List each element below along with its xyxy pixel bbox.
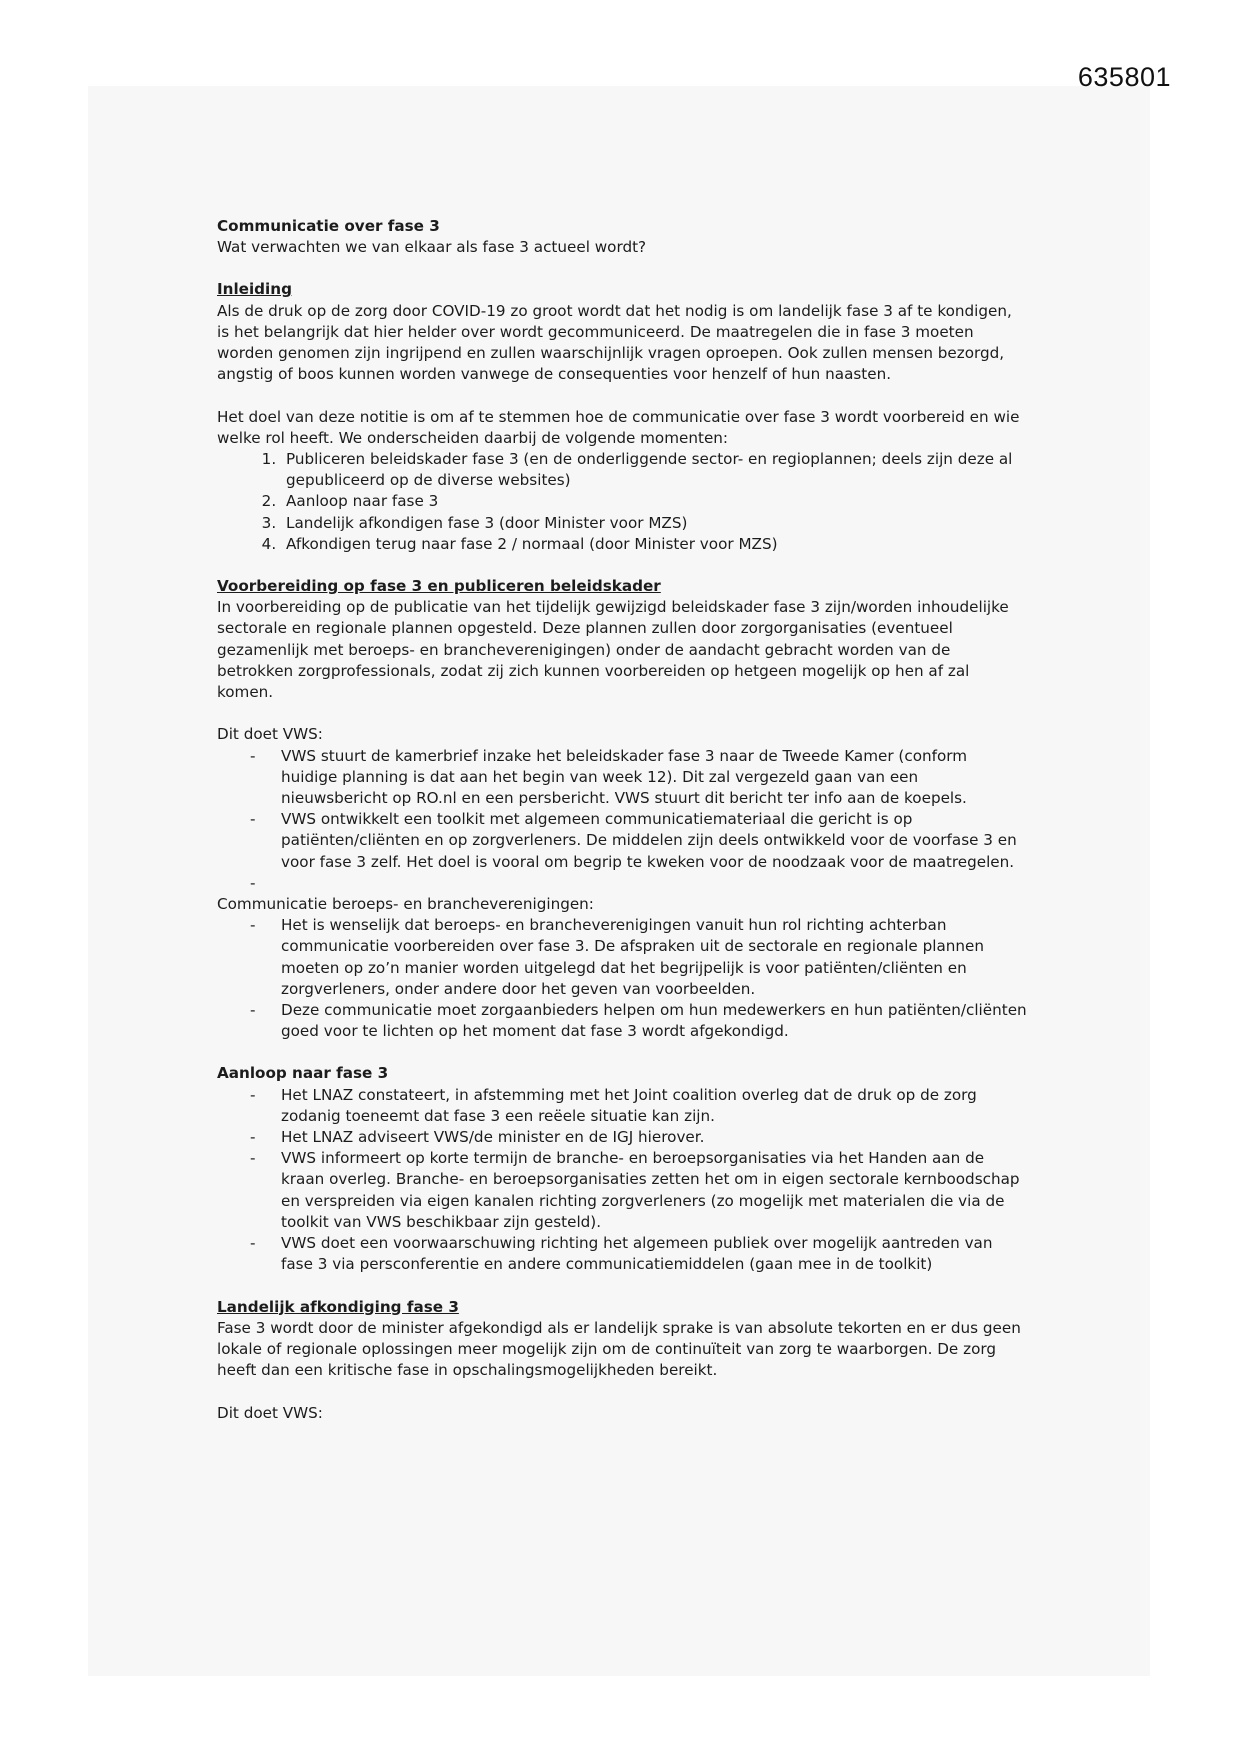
list-item: 1. Publiceren beleidskader fase 3 (en de onderliggende sector- en regioplannen; deels zijn deze al gepubliceerd op de diverse websites) (281, 449, 1027, 491)
document-subtitle: Wat verwachten we van elkaar als fase 3 actueel wordt? (217, 238, 647, 257)
branche-actions-list (217, 915, 1027, 1042)
preparation-paragraph: In voorbereiding op de publicatie van het tijdelijk gewijzigd beleidskader fase 3 zijn/worden inhoudelijke sectorale en regionale plannen opgesteld. Deze plannen zullen door zorgorganisaties (eventueel gezamenlijk met beroeps- en brancheverenigingen) onder de aandacht gebracht worden van de betrokken zorgprofessionals, zodat zij zich kunnen voorbereiden op hetgeen mogelijk op hen af zal komen. (217, 598, 1009, 702)
list-item: 3. Landelijk afkondigen fase 3 (door Minister voor MZS) (281, 513, 1027, 534)
heading-inleiding: Inleiding (217, 280, 292, 299)
heading-aanloop: Aanloop naar fase 3 (217, 1064, 389, 1083)
empty-list-item (217, 873, 1027, 894)
list-item: - VWS stuurt de kamerbrief inzake het beleidskader fase 3 naar de Tweede Kamer (conform huidige planning is dat aan het begin van week 12). Dit zal vergezeld gaan van een nieuwsbericht op RO.nl en een persbericht. VWS stuurt dit bericht ter info aan de koepels. (217, 746, 1027, 810)
branche-label: Communicatie beroeps- en brancheverenigingen: (217, 895, 594, 914)
heading-afkondiging: Landelijk afkondiging fase 3 (217, 1297, 459, 1316)
list-item: - VWS doet een voorwaarschuwing richting het algemeen publiek over mogelijk aantreden van fase 3 via persconferentie en andere communicatiemiddelen (gaan mee in de toolkit) (217, 1233, 1027, 1275)
list-item: 4. Afkondigen terug naar fase 2 / normaal (door Minister voor MZS) (281, 534, 1027, 555)
list-item: - Het is wenselijk dat beroeps- en brancheverenigingen vanuit hun rol richting achterban communicatie voorbereiden over fase 3. De afspraken uit de sectorale en regionale plannen moeten op zo’n manier worden uitgelegd dat het begrijpelijk is voor patiënten/cliënten en zorgverleners, onder andere door het geven van voorbeelden. (217, 915, 1027, 1000)
heading-voorbereiding: Voorbereiding op fase 3 en publiceren beleidskader (217, 577, 661, 596)
vws-label: Dit doet VWS: (217, 725, 323, 744)
runup-list (217, 1085, 1027, 1276)
list-item: 2. Aanloop naar fase 3 (281, 491, 1027, 512)
list-item: - Het LNAZ constateert, in afstemming met het Joint coalition overleg dat de druk op de zorg zodanig toeneemt dat fase 3 een reëele situatie kan zijn. (217, 1085, 1027, 1127)
list-item: - VWS informeert op korte termijn de branche- en beroepsorganisaties via het Handen aan de kraan overleg. Branche- en beroepsorganisaties zetten het om in eigen sectorale kernboodschap en verspreiden via eigen kanalen richting zorgverleners (zo mogelijk met materialen die via de toolkit van VWS beschikbaar zijn gesteld). (217, 1148, 1027, 1233)
list-item: - VWS ontwikkelt een toolkit met algemeen communicatiemateriaal die gericht is op patiënten/cliënten en op zorgverleners. De middelen zijn deels ontwikkeld voor de voorfase 3 en voor fase 3 zelf. Het doel is vooral om begrip te kweken voor de noodzaak voor de maatregelen. (217, 809, 1027, 873)
vws-actions-list (217, 746, 1027, 894)
list-item: - Deze communicatie moet zorgaanbieders helpen om hun medewerkers en hun patiënten/cliënten goed voor te lichten op het moment dat fase 3 wordt afgekondigd. (217, 1000, 1027, 1042)
document-title: Communicatie over fase 3 (217, 217, 440, 235)
document-body (217, 216, 1027, 1424)
announce-paragraph: Fase 3 wordt door de minister afgekondigd als er landelijk sprake is van absolute tekorten en er dus geen lokale of regionale oplossingen meer mogelijk zijn om de continuïteit van zorg te waarborgen. De zorg heeft dan een kritische fase in opschalingsmogelijkheden bereikt. (217, 1318, 1021, 1380)
list-item: - Het LNAZ adviseert VWS/de minister en de IGJ hierover. (217, 1127, 1027, 1148)
document-number: 635801 (1077, 62, 1171, 92)
moments-list (217, 449, 1027, 555)
vws-label-2: Dit doet VWS: (217, 1403, 323, 1422)
intro-paragraph-2: Het doel van deze notitie is om af te stemmen hoe de communicatie over fase 3 wordt voorbereid en wie welke rol heeft. We onderscheiden daarbij de volgende momenten: (217, 407, 1020, 447)
intro-paragraph: Als de druk op de zorg door COVID-19 zo groot wordt dat het nodig is om landelijk fase 3 af te kondigen, is het belangrijk dat hier helder over wordt gecommuniceerd. De maatregelen die in fase 3 moeten worden genomen zijn ingrijpend en zullen waarschijnlijk vragen oproepen. Ook zullen mensen bezorgd, angstig of boos kunnen worden vanwege de consequenties voor henzelf of hun naasten. (217, 301, 1012, 384)
